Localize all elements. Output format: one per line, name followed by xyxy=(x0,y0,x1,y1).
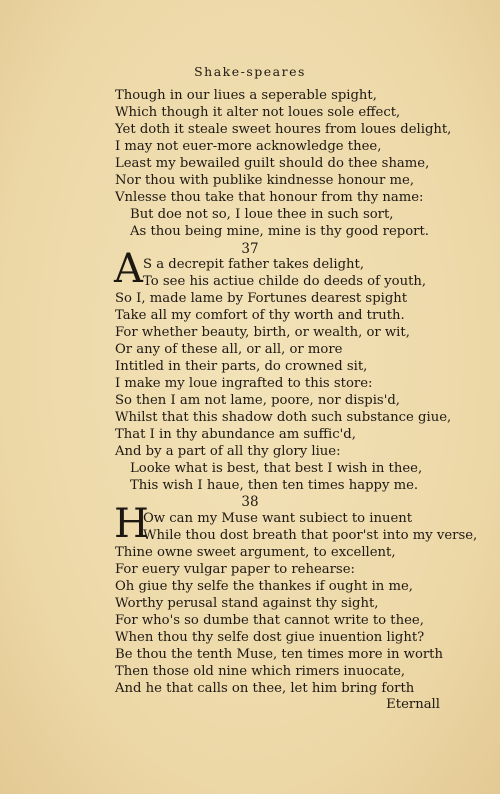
poem-line: Least my bewailed guilt should do thee shame, xyxy=(115,156,430,171)
poem-line: Worthy perusal stand against thy sight, xyxy=(115,596,379,611)
poem-line: For euery vulgar paper to rehearse: xyxy=(115,562,355,577)
poem-line: Or any of these all, or all, or more xyxy=(115,342,343,357)
poem-line: For who's so dumbe that cannot write to thee, xyxy=(115,613,424,628)
poem-line: Vnlesse thou take that honour from thy name: xyxy=(115,190,424,205)
poem-line: Take all my comfort of thy worth and truth. xyxy=(115,308,405,323)
sonnet-number: 37 xyxy=(241,241,259,257)
poem-line: Intitled in their parts, do crowned sit, xyxy=(115,359,368,374)
poem-line: Oh giue thy selfe the thankes if ought in me, xyxy=(115,579,413,594)
poem-line: Which though it alter not loues sole effect, xyxy=(115,105,401,120)
running-header: Shake-speares xyxy=(194,64,306,79)
poem-line: As thou being mine, mine is thy good report. xyxy=(130,224,429,239)
poem-line: When thou thy selfe dost giue inuention light? xyxy=(115,630,425,645)
poem-line: S a decrepit father takes delight, xyxy=(143,257,365,272)
poem-line: For whether beauty, birth, or wealth, or wit, xyxy=(115,325,410,340)
poem-line: Though in our liues a seperable spight, xyxy=(115,88,377,103)
poem-line: Nor thou with publike kindnesse honour me, xyxy=(115,173,415,188)
poem-line: Yet doth it steale sweet houres from loues delight, xyxy=(115,122,452,137)
poem-line: Looke what is best, that best I wish in thee, xyxy=(130,461,423,476)
poem-line: While thou dost breath that poor'st into my verse, xyxy=(143,528,478,543)
poem-line: Whilst that this shadow doth such substance giue, xyxy=(115,410,452,425)
poem-line: That I in thy abundance am suffic'd, xyxy=(115,427,356,442)
poem-line: And he that calls on thee, let him bring forth xyxy=(115,681,415,696)
drop-cap: H xyxy=(114,501,149,547)
poem-line: But doe not so, I loue thee in such sort, xyxy=(130,207,394,222)
sonnet-number: 38 xyxy=(241,494,259,510)
poem-line: I may not euer-more acknowledge thee, xyxy=(115,139,382,154)
poem-line: And by a part of all thy glory liue: xyxy=(115,444,341,459)
poem-line: To see his actiue childe do deeds of youth, xyxy=(143,274,427,289)
poem-line: So I, made lame by Fortunes dearest spight xyxy=(115,291,408,306)
poem-line: This wish I haue, then ten times happy me. xyxy=(130,478,419,493)
poem-line: Then those old nine which rimers inuocate, xyxy=(115,664,406,679)
poem-line: Thine owne sweet argument, to excellent, xyxy=(115,545,396,560)
drop-cap: A xyxy=(114,246,143,292)
poem-line: Ow can my Muse want subiect to inuent xyxy=(143,511,413,526)
poem-line: Be thou the tenth Muse, ten times more in worth xyxy=(115,647,443,662)
poem-line: I make my loue ingrafted to this store: xyxy=(115,376,373,391)
catchword: Eternall xyxy=(386,697,440,712)
poem-line: So then I am not lame, poore, nor dispis'd, xyxy=(115,393,400,408)
